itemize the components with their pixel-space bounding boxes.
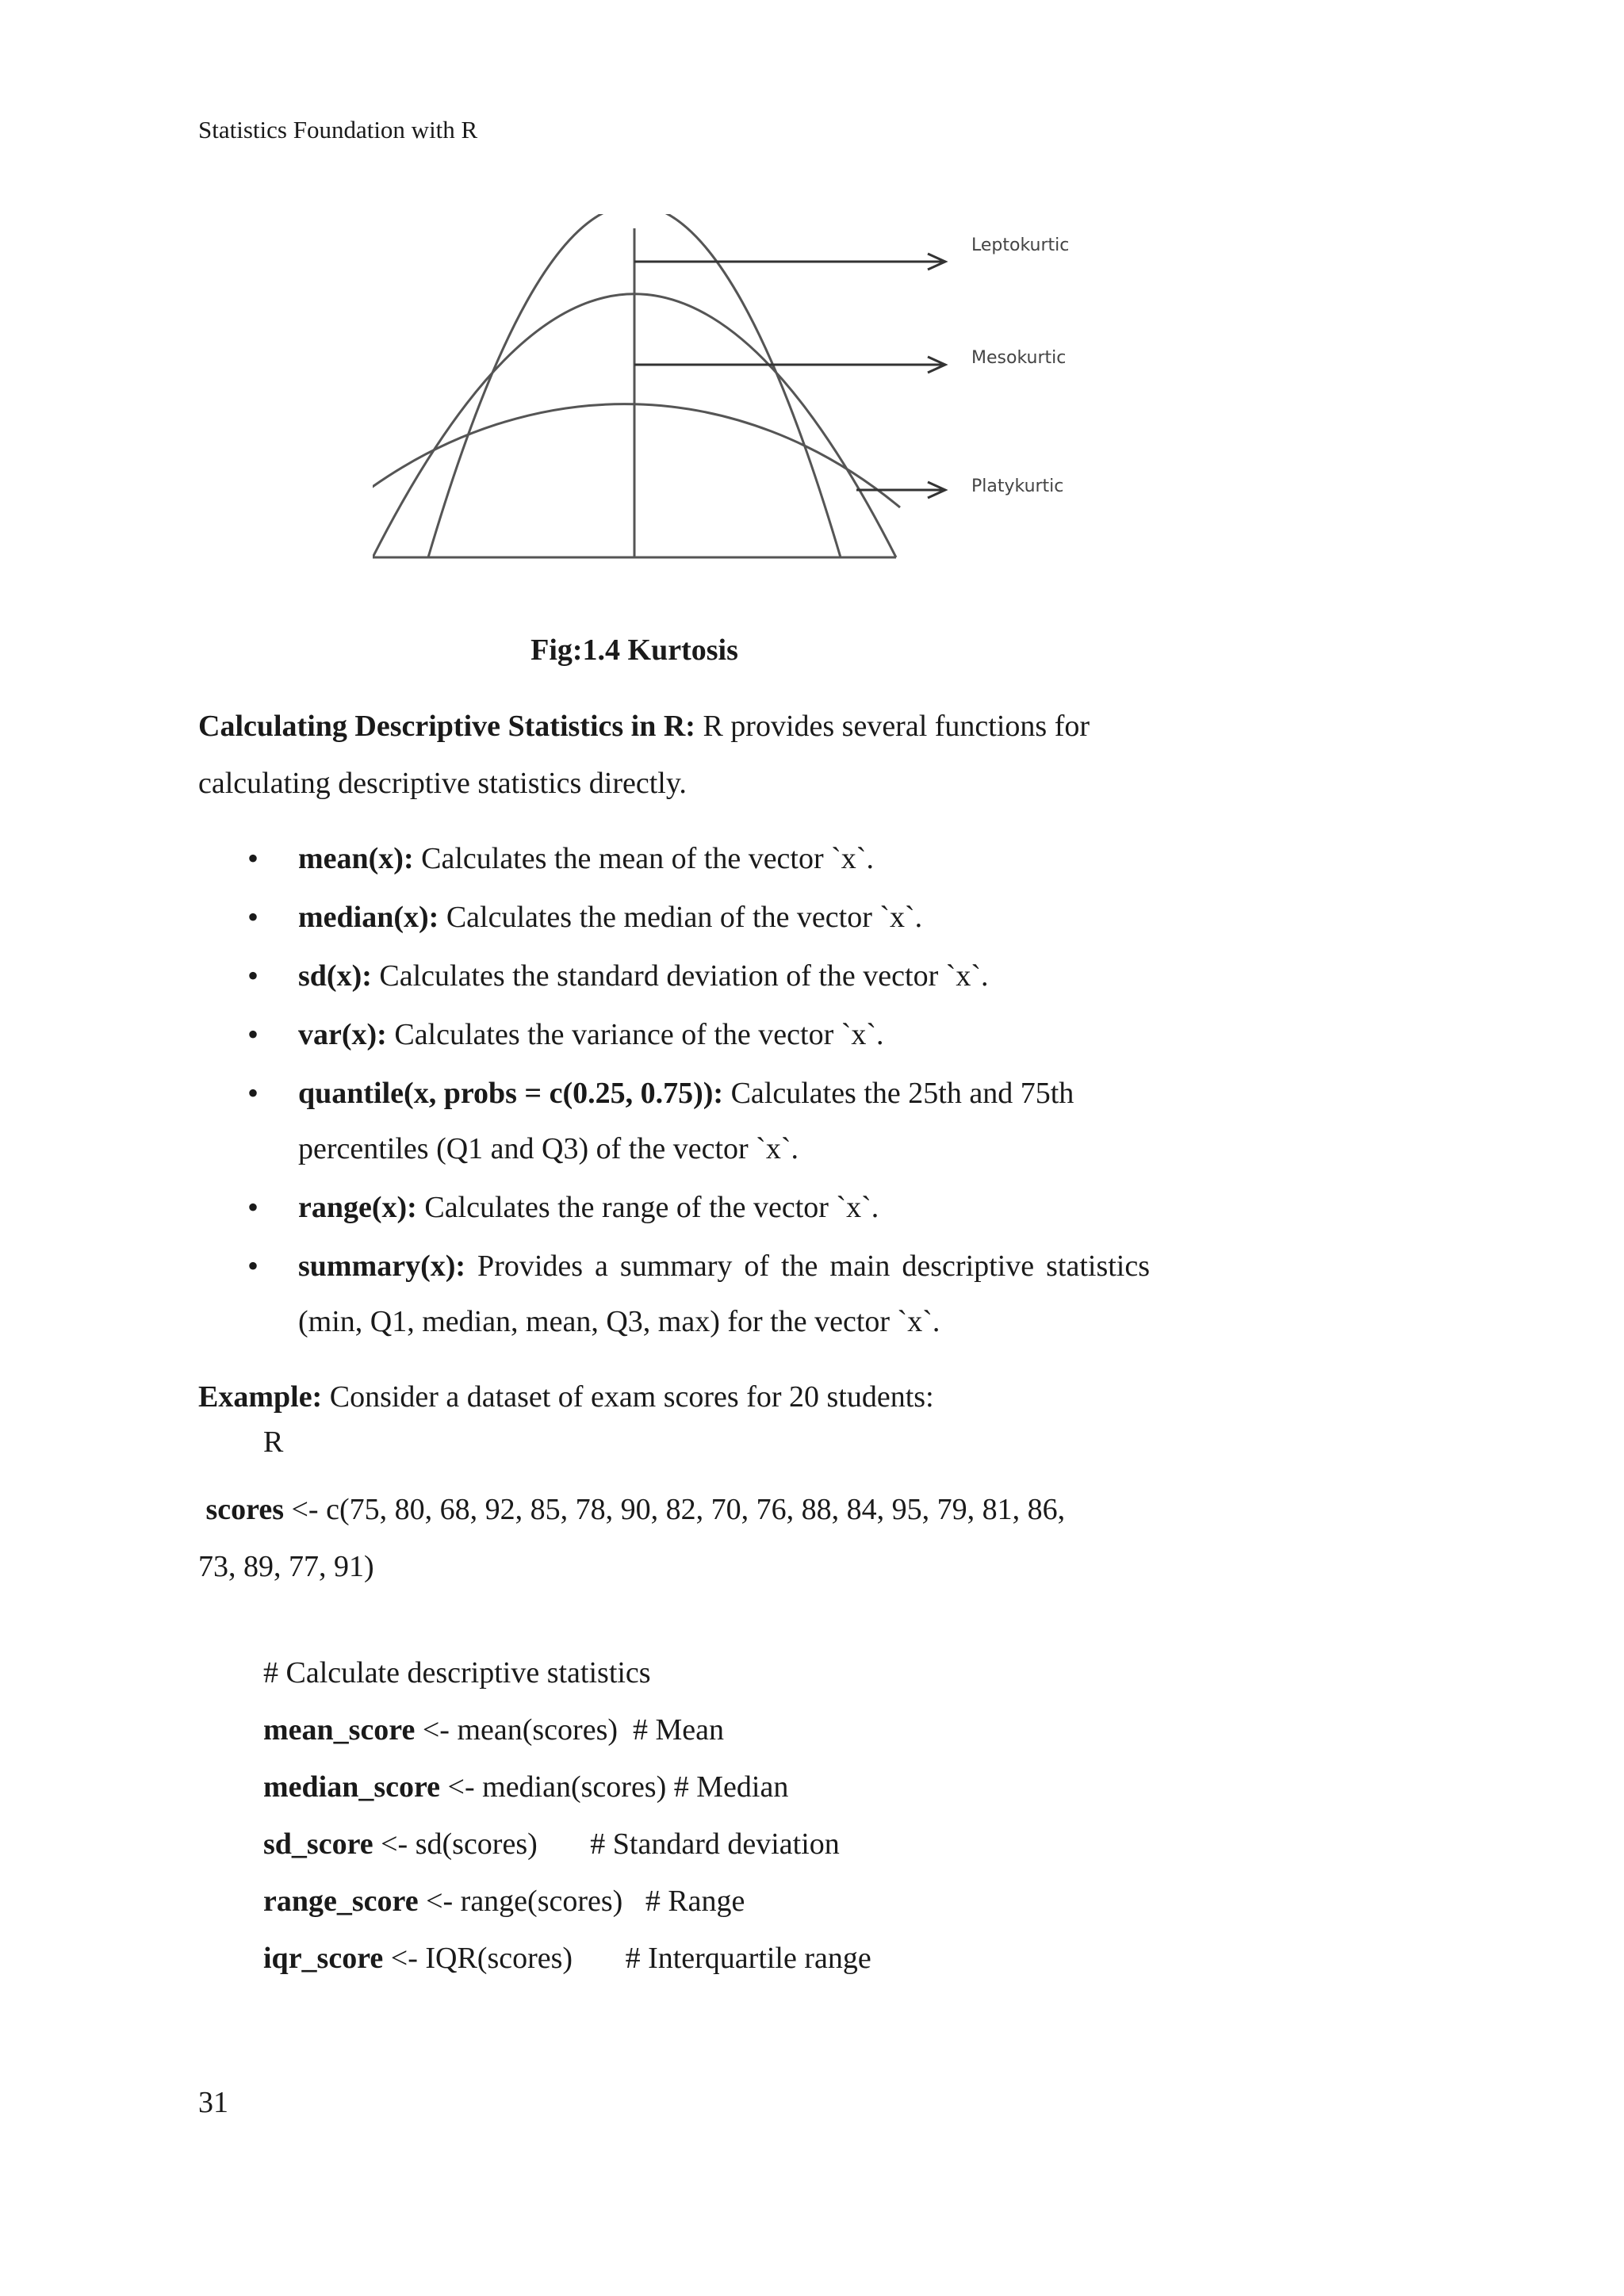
example-label: Example: xyxy=(198,1380,323,1414)
code-expression: <- IQR(scores) # Interquartile range xyxy=(383,1942,871,1975)
scores-variable: scores xyxy=(205,1493,284,1526)
leptokurtic-label: Leptokurtic xyxy=(971,235,1070,255)
code-line xyxy=(263,1770,788,1804)
scores-values-cont: 73, 89, 77, 91) xyxy=(198,1550,374,1583)
section-intro-text: R provides several functions for calculating descriptive statistics directly. xyxy=(198,710,1090,800)
function-name: summary(x): xyxy=(298,1249,466,1283)
list-item xyxy=(198,890,1150,945)
code-variable: mean_score xyxy=(263,1713,416,1747)
page-number: 31 xyxy=(198,2086,228,2119)
list-item xyxy=(198,1066,1150,1177)
function-desc: Calculates the median of the vector `x`. xyxy=(439,901,923,934)
code-expression: <- median(scores) # Median xyxy=(440,1770,789,1804)
code-variable: median_score xyxy=(263,1770,441,1804)
list-item xyxy=(198,1238,1150,1349)
example-intro xyxy=(198,1368,1174,1425)
list-item xyxy=(198,831,1150,886)
function-list xyxy=(198,831,1150,1353)
section-heading: Calculating Descriptive Statistics in R: xyxy=(198,710,695,743)
code-line xyxy=(263,1941,871,1976)
list-item xyxy=(198,948,1150,1004)
function-desc: Calculates the 25th and 75th percentiles (Q1 and Q3) of the vector `x`. xyxy=(298,1077,1074,1165)
function-desc: Provides a summary of the main descriptive statistics (min, Q1, median, mean, Q3, max) for the vector `x`. xyxy=(298,1249,1150,1338)
code-line xyxy=(263,1712,724,1747)
list-item xyxy=(198,1180,1150,1235)
platykurtic-label: Platykurtic xyxy=(971,476,1064,496)
code-comment: # Calculate descriptive statistics xyxy=(263,1656,651,1689)
function-name: mean(x): xyxy=(298,842,414,875)
function-desc: Calculates the standard deviation of the vector `x`. xyxy=(371,959,989,993)
code-expression: <- range(scores) # Range xyxy=(418,1885,745,1918)
example-text: Consider a dataset of exam scores for 20 students: xyxy=(322,1380,934,1414)
function-desc: Calculates the range of the vector `x`. xyxy=(416,1191,879,1224)
kurtosis-figure xyxy=(373,214,1102,571)
code-line xyxy=(263,1827,840,1862)
function-name: sd(x): xyxy=(298,959,372,993)
function-desc: Calculates the mean of the vector `x`. xyxy=(413,842,874,875)
scores-assignment xyxy=(198,1481,1182,1595)
function-name: median(x): xyxy=(298,901,439,934)
mesokurtic-label: Mesokurtic xyxy=(971,348,1067,368)
kurtosis-diagram xyxy=(373,214,1102,571)
function-desc: Calculates the variance of the vector `x`. xyxy=(386,1018,884,1051)
function-name: var(x): xyxy=(298,1018,387,1051)
code-variable: iqr_score xyxy=(263,1942,384,1975)
section-intro xyxy=(198,698,1174,812)
code-line xyxy=(263,1884,745,1919)
code-expression: <- sd(scores) # Standard deviation xyxy=(373,1827,840,1861)
scores-values: <- c(75, 80, 68, 92, 85, 78, 90, 82, 70, 76, 88, 84, 95, 79, 81, 86, xyxy=(284,1493,1066,1526)
running-header: Statistics Foundation with R xyxy=(198,116,478,144)
code-language-label: R xyxy=(263,1425,284,1459)
function-name: quantile(x, probs = c(0.25, 0.75)): xyxy=(298,1077,724,1110)
code-variable: range_score xyxy=(263,1885,419,1918)
code-variable: sd_score xyxy=(263,1827,373,1861)
figure-caption: Fig:1.4 Kurtosis xyxy=(530,633,738,667)
list-item xyxy=(198,1007,1150,1062)
code-expression: <- mean(scores) # Mean xyxy=(415,1713,725,1747)
function-name: range(x): xyxy=(298,1191,417,1224)
